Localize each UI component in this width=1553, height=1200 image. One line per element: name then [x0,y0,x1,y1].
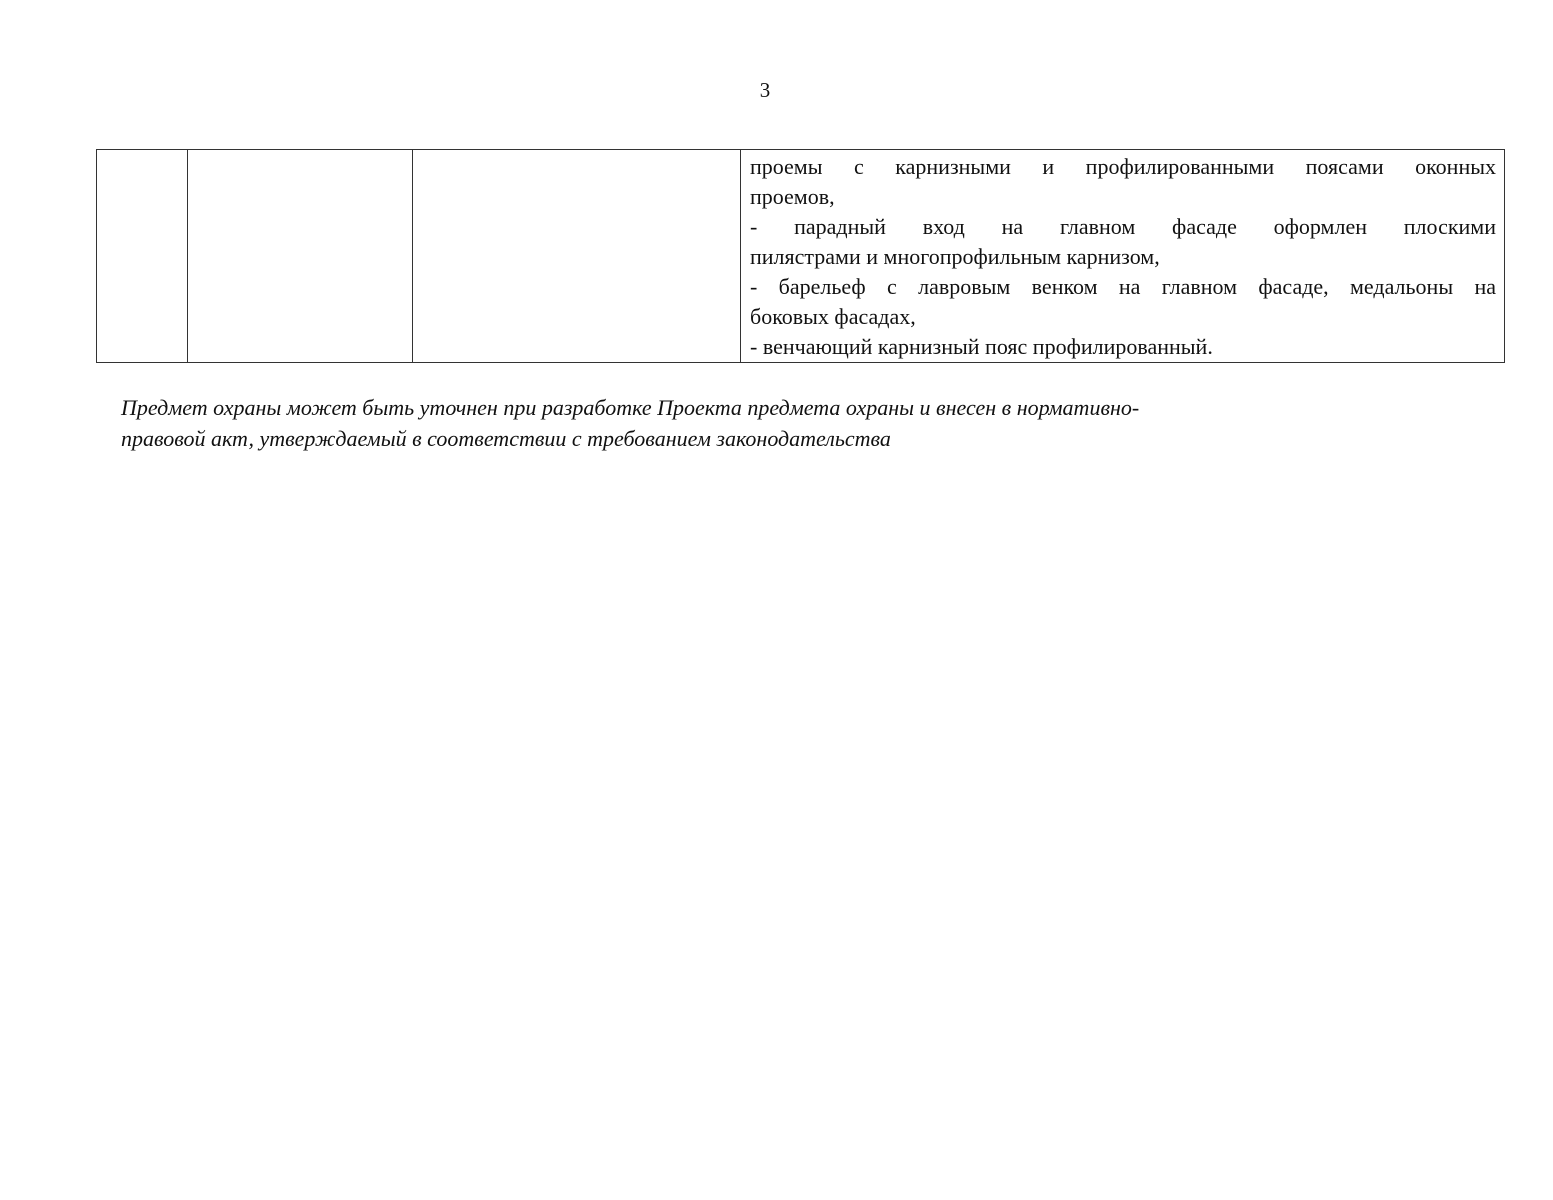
page-number: 3 [759,78,771,102]
text-line: проемов, [750,184,835,209]
footnote [121,392,1361,454]
table-cell-3 [413,150,741,363]
text-line: проемы с карнизными и профилированными поясами оконных [750,154,1496,179]
text-line: пилястрами и многопрофильным карнизом, [750,244,1160,269]
text-line: - барельеф с лавровым венком на главном фасаде, медальоны на [750,274,1496,299]
text-line: боковых фасадах, [750,304,916,329]
footnote-line: правовой акт, утверждаемый в соответствии с требованием законодательства [121,426,891,451]
table-cell-1 [97,150,188,363]
table-row [97,150,1505,363]
table-cell-2 [188,150,413,363]
footnote-line: Предмет охраны может быть уточнен при разработке Проекта предмета охраны и внесен в нормативно- [121,395,1140,420]
protection-subject-text [741,150,1504,362]
text-line: - парадный вход на главном фасаде оформлен плоскими [750,214,1496,239]
text-line: - венчающий карнизный пояс профилированный. [750,334,1213,359]
table-cell-4 [741,150,1505,363]
heritage-table [96,149,1505,363]
